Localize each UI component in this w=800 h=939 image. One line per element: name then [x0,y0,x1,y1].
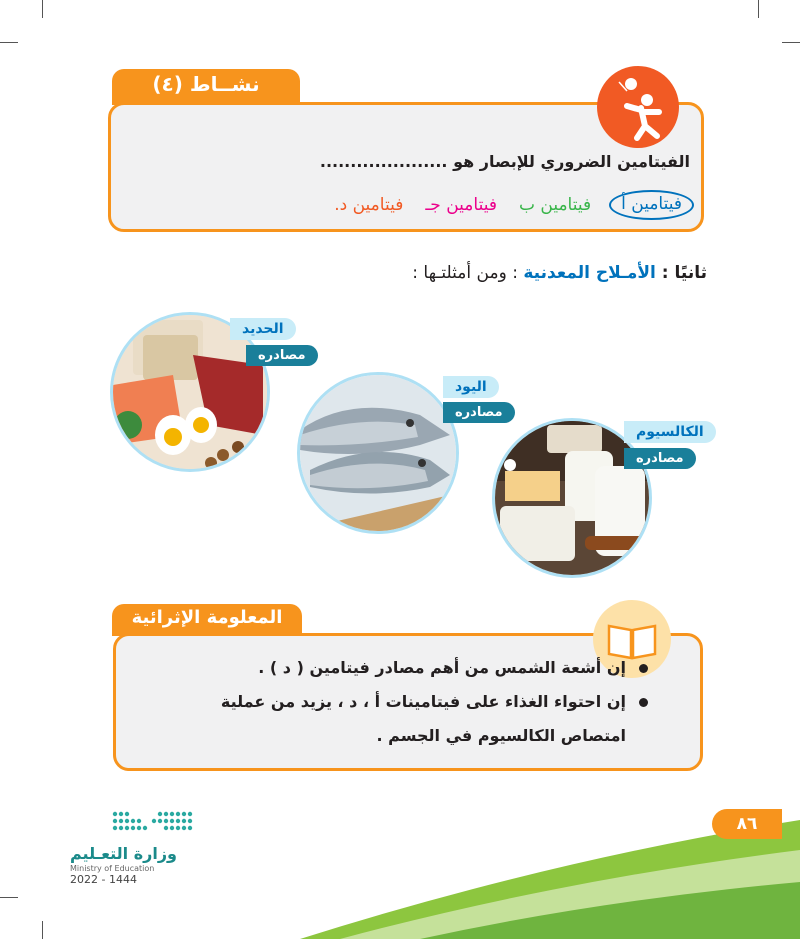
option-vitamin-b[interactable]: فيتامين ب [518,195,592,215]
info-title: المعلومة الإثرائية [131,607,283,628]
calcium-label: الكالسيوم [624,421,716,443]
activity-title: نشــاط (٤) [152,72,260,96]
heading-minerals: الأمـلاح المعدنية [523,263,656,283]
activity-question: الفيتامين الضروري للإبصار هو ..................... [319,152,690,171]
activity-options [334,195,690,215]
iron-label: الحديد [230,318,296,340]
info-item: إن احتواء الغذاء على فيتامينات أ ، د ، يزيد من عملية امتصاص الكالسيوم في الجسم . [170,685,650,753]
page-number: ٨٦ [712,809,782,839]
ministry-logo [70,808,210,886]
ministry-name-ar: وزارة التعـليم [70,844,177,863]
option-vitamin-d[interactable]: فيتامين د. [334,195,404,215]
minerals-heading [412,263,707,283]
info-list [170,651,650,753]
iodine-label: اليود [443,376,499,398]
ministry-dots-icon [70,808,200,838]
info-item: إن أشعة الشمس من أهم مصادر فيتامين ( د ) . [170,651,650,685]
iron-sources: مصادره [246,345,318,366]
ministry-name-en: Ministry of Education [70,864,155,873]
iodine-sources: مصادره [443,402,515,423]
heading-suffix: : ومن أمثلتـها : [412,263,524,283]
calcium-sources: مصادره [624,448,696,469]
iodine-image [297,372,459,534]
activity-person-icon [597,66,679,148]
heading-prefix: ثانيًا : [655,263,707,283]
option-vitamin-a[interactable]: فيتامين أ [609,190,694,220]
option-vitamin-c[interactable]: فيتامين جـ [425,195,497,215]
ministry-year: 2022 - 1444 [70,873,137,886]
